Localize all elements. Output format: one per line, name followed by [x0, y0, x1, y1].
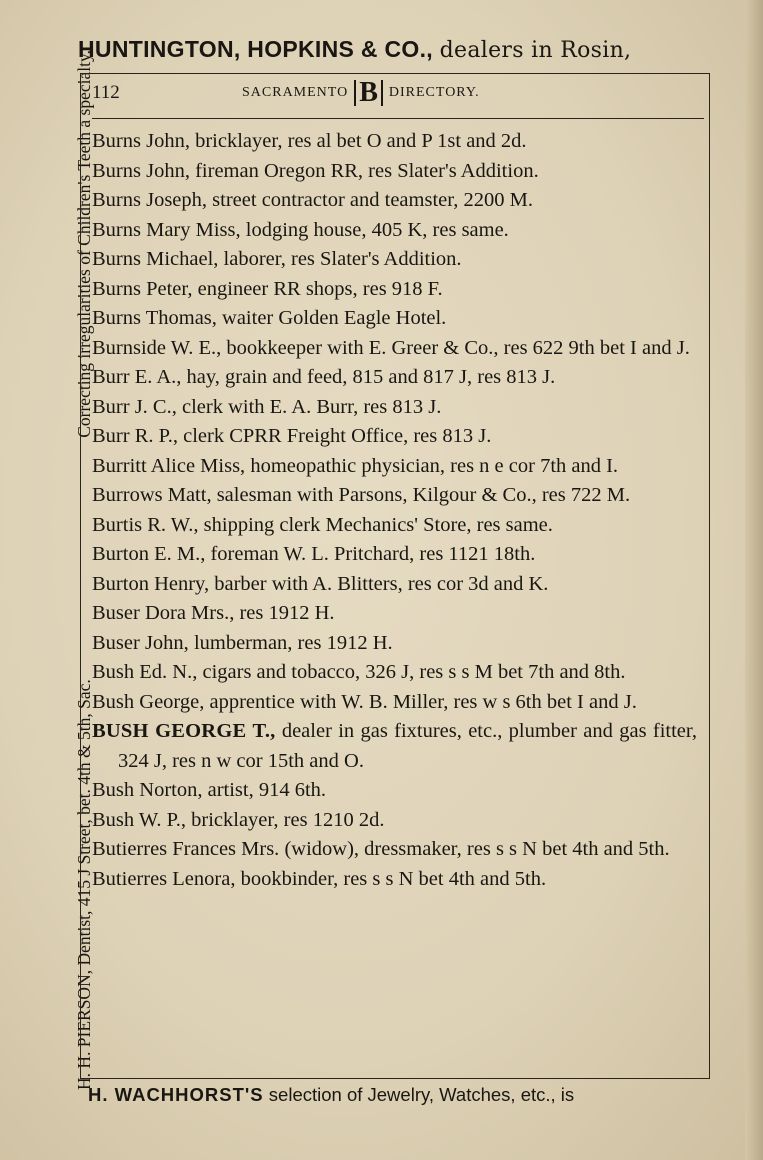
directory-entry: [92, 776, 697, 806]
entry-name: Butierres Lenora,: [92, 867, 236, 890]
entry-name: Burtis R. W.,: [92, 513, 199, 536]
entry-text: apprentice with W. B. Miller, res w s 6th bet I and J.: [209, 690, 637, 713]
directory-entry: [92, 216, 697, 246]
entry-text: (widow), dressmaker, res s s N bet 4th and 5th.: [284, 838, 670, 860]
entry-name: Burns Peter,: [92, 277, 193, 300]
directory-entry: [92, 452, 697, 482]
running-header: [92, 77, 704, 110]
entry-name: Burr E. A.,: [92, 366, 182, 388]
entry-text: lumberman, res 1912 H.: [193, 631, 393, 654]
directory-entry: [92, 835, 697, 865]
entry-text: shipping clerk Mechanics' Store, res same.: [203, 513, 553, 536]
header-left-word: SACRAMENTO: [242, 85, 349, 100]
entry-name: Butierres Frances Mrs.: [92, 838, 280, 860]
entry-name: Burr J. C.,: [92, 395, 177, 418]
directory-entry: [92, 275, 697, 305]
entry-text: foreman W. L. Pritchard, res 1121 18th.: [210, 543, 536, 565]
entry-name: Bush Norton,: [92, 779, 203, 801]
entry-text: fireman Oregon RR, res Slater's Addition.: [195, 159, 539, 182]
top-advertisement: [78, 36, 728, 63]
entry-text: engineer RR shops, res 918 F.: [197, 277, 443, 300]
directory-entry: [92, 688, 697, 718]
entry-name: Bush W. P.,: [92, 808, 187, 831]
entry-text: artist, 914 6th.: [207, 779, 327, 801]
entry-text: barber with A. Blitters, res cor 3d and K.: [214, 572, 549, 595]
entry-text: salesman with Parsons, Kilgour & Co., res 722 M.: [216, 484, 631, 506]
directory-entry: [92, 511, 697, 541]
directory-entry: [92, 629, 697, 659]
entry-text: dealer in gas fixtures, etc., plumber and gas fitter, 324 J, res n w cor 15th and O.: [118, 720, 698, 772]
entry-text: street contractor and teamster, 2200 M.: [212, 189, 533, 211]
bottom-ad-brand: H. WACHHORST'S: [88, 1084, 264, 1105]
side-ad-right: Correcting irregularities of Children's Teeth a specialty.: [73, 50, 94, 438]
directory-entry: [92, 304, 697, 334]
entry-text: res 1912 H.: [239, 602, 335, 624]
entry-name: Burns Joseph,: [92, 189, 208, 211]
entry-name: Burr R. P.,: [92, 425, 179, 447]
entry-text: bricklayer, res 1210 2d.: [191, 808, 385, 831]
entry-text: clerk with E. A. Burr, res 813 J.: [181, 395, 442, 418]
entry-name: BUSH GEORGE T.,: [92, 720, 276, 742]
side-ad-left: H. H. PIERSON, Dentist, 415 J Street, bet. 4th & 5th, Sac.: [73, 679, 94, 1090]
entry-name: Bush George,: [92, 690, 205, 713]
entry-name: Bush Ed. N.,: [92, 661, 198, 683]
entry-text: laborer, res Slater's Addition.: [223, 248, 462, 270]
header-rule: [92, 118, 704, 119]
directory-entries: [92, 127, 697, 894]
entry-name: Burritt Alice Miss,: [92, 454, 246, 477]
page-number: 112: [92, 82, 120, 103]
entry-name: Burns Michael,: [92, 248, 219, 270]
directory-entry: [92, 393, 697, 423]
directory-entry: [92, 245, 697, 275]
directory-entry: [92, 658, 697, 688]
entry-name: Burton Henry,: [92, 572, 210, 595]
directory-entry: [92, 481, 697, 511]
directory-entry: [92, 127, 697, 157]
entry-name: Buser John,: [92, 631, 189, 654]
entry-name: Burton E. M.,: [92, 543, 206, 565]
entry-name: Burns Thomas,: [92, 307, 217, 329]
section-letter: B: [354, 80, 383, 106]
header-title: [242, 77, 480, 108]
entry-text: clerk CPRR Freight Office, res 813 J.: [183, 425, 492, 447]
directory-entry: [92, 717, 697, 776]
directory-entry: [92, 363, 697, 393]
directory-entry: [92, 334, 697, 364]
entry-text: bricklayer, res al bet O and P 1st and 2d.: [195, 130, 527, 152]
entry-text: homeopathic physician, res n e cor 7th and I.: [250, 454, 619, 477]
directory-entry: [92, 570, 697, 600]
entry-text: bookkeeper with E. Greer & Co., res 622 9th bet I and J.: [226, 336, 690, 359]
top-ad-name: HUNTINGTON, HOPKINS & CO.,: [78, 36, 433, 62]
entry-name: Burns John,: [92, 159, 190, 182]
directory-entry: [92, 540, 697, 570]
entry-text: hay, grain and feed, 815 and 817 J, res 813 J.: [186, 366, 556, 388]
directory-entry: [92, 186, 697, 216]
top-ad-tail: dealers in Rosin,: [439, 38, 632, 63]
directory-entry: [92, 865, 697, 895]
bottom-ad-tail: selection of Jewelry, Watches, etc., is: [268, 1084, 575, 1105]
directory-entry: [92, 806, 697, 836]
directory-entry: [92, 422, 697, 452]
entry-text: waiter Golden Eagle Hotel.: [222, 307, 447, 329]
entry-text: lodging house, 405 K, res same.: [245, 218, 509, 241]
page-edge: [745, 0, 763, 1160]
entry-name: Burns Mary Miss,: [92, 218, 241, 241]
entry-text: cigars and tobacco, 326 J, res s s M bet 7th and 8th.: [202, 661, 626, 683]
entry-name: Burns John,: [92, 130, 190, 152]
header-right-word: DIRECTORY.: [388, 85, 480, 100]
directory-entry: [92, 157, 697, 187]
entry-text: bookbinder, res s s N bet 4th and 5th.: [240, 867, 547, 890]
entry-name: Burrows Matt,: [92, 484, 212, 506]
entry-name: Burnside W. E.,: [92, 336, 222, 359]
entry-name: Buser Dora Mrs.,: [92, 602, 235, 624]
bottom-advertisement: [88, 1084, 708, 1106]
directory-entry: [92, 599, 697, 629]
